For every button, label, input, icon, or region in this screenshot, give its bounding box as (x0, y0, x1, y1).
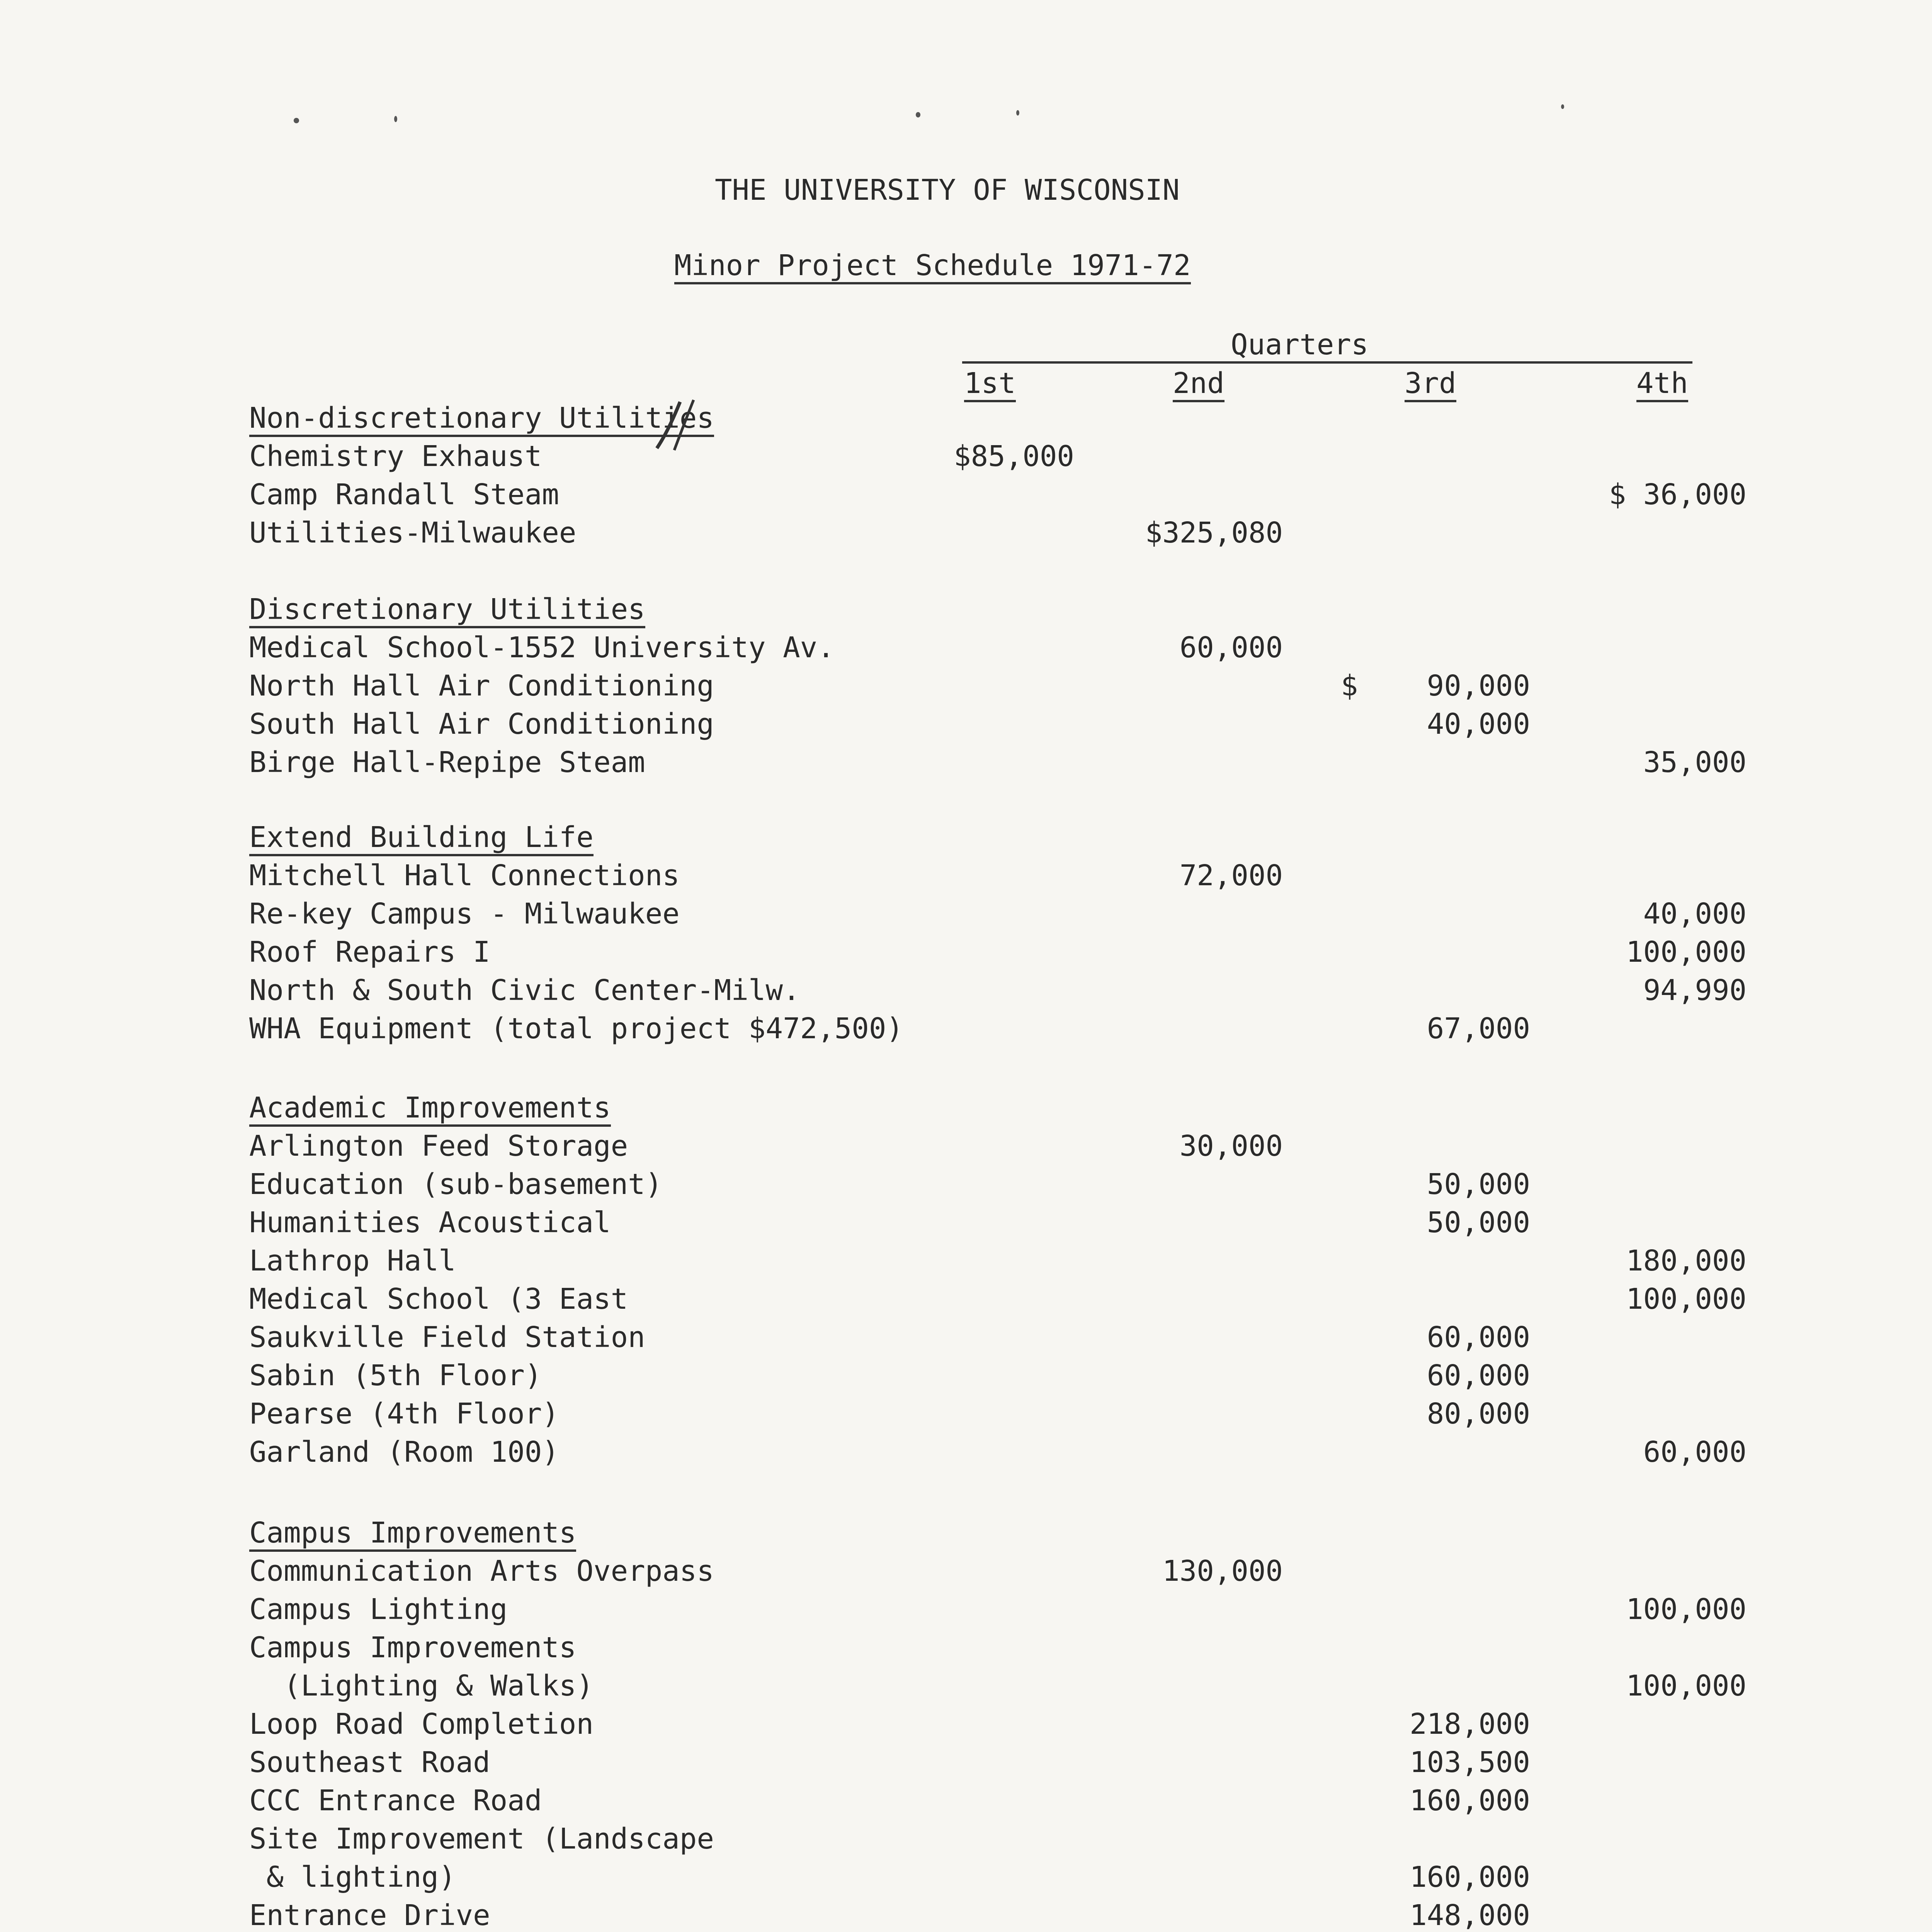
amount-q4: 180,000 (1626, 1244, 1747, 1277)
row-label: CCC Entrance Road (249, 1784, 542, 1817)
amount-q3: 218,000 (1410, 1708, 1530, 1741)
row-label: Site Improvement (Landscape (249, 1822, 714, 1855)
amount-q2: $325,080 (1145, 516, 1283, 549)
row-label: Roof Repairs I (249, 935, 490, 969)
amount-q3: 60,000 (1427, 1321, 1530, 1354)
section-heading: Discretionary Utilities (249, 595, 645, 628)
scan-speck (916, 112, 920, 117)
scan-speck (1561, 104, 1564, 109)
scan-speck (1016, 110, 1019, 116)
column-q2: 2nd (1173, 369, 1225, 402)
column-q4: 4th (1636, 369, 1688, 402)
amount-q3: 50,000 (1427, 1168, 1530, 1201)
row-label: Arlington Feed Storage (249, 1129, 628, 1163)
amount-q4: 100,000 (1626, 1669, 1747, 1702)
amount-q4: 100,000 (1626, 1593, 1747, 1626)
row-label: Education (sub-basement) (249, 1168, 663, 1201)
amount-q4: 35,000 (1643, 746, 1747, 779)
row-label: Entrance Drive (249, 1899, 490, 1932)
row-label: Medical School (3 East (249, 1282, 628, 1316)
row-label: Chemistry Exhaust (249, 440, 542, 473)
column-q1: 1st (964, 369, 1016, 402)
amount-q2: 72,000 (1179, 859, 1283, 892)
quarters-rule (962, 361, 1692, 364)
row-label: North Hall Air Conditioning (249, 669, 714, 702)
amount-q4: $ 36,000 (1609, 478, 1747, 511)
amount-q4: 100,000 (1626, 1282, 1747, 1316)
row-label: & lighting) (249, 1861, 456, 1894)
row-label: Saukville Field Station (249, 1321, 645, 1354)
row-label: Loop Road Completion (249, 1708, 594, 1741)
row-label: Utilities-Milwaukee (249, 516, 577, 549)
amount-q1: $85,000 (954, 440, 1074, 473)
amount-q3: 148,000 (1410, 1899, 1530, 1932)
amount-q4: 60,000 (1643, 1435, 1747, 1469)
row-label: Lathrop Hall (249, 1244, 456, 1277)
row-label: Medical School-1552 University Av. (249, 631, 835, 664)
row-label: Humanities Acoustical (249, 1206, 611, 1239)
amount-q3: 50,000 (1427, 1206, 1530, 1239)
row-label: Campus Improvements (249, 1631, 577, 1664)
section-heading: Academic Improvements (249, 1094, 611, 1127)
row-label: Campus Lighting (249, 1593, 508, 1626)
row-label: Communication Arts Overpass (249, 1554, 714, 1588)
amount-q3: 80,000 (1427, 1397, 1530, 1430)
scan-speck (394, 116, 397, 122)
section-heading: Non-discretionary Utilities (249, 404, 714, 437)
row-label: Garland (Room 100) (249, 1435, 559, 1469)
amount-q2: 130,000 (1162, 1554, 1283, 1588)
amount-q4: 40,000 (1643, 897, 1747, 930)
row-label: Birge Hall-Repipe Steam (249, 746, 645, 779)
institution-title: THE UNIVERSITY OF WISCONSIN (715, 173, 1180, 207)
row-label: Camp Randall Steam (249, 478, 559, 511)
amount-q4: 100,000 (1626, 935, 1747, 969)
page-title: Minor Project Schedule 1971-72 (674, 251, 1191, 284)
row-label: South Hall Air Conditioning (249, 707, 714, 741)
section-heading: Campus Improvements (249, 1519, 576, 1552)
row-label: WHA Equipment (total project $472,500) (249, 1012, 903, 1045)
amount-q3: 40,000 (1427, 707, 1530, 741)
amount-q3: 160,000 (1410, 1861, 1530, 1894)
row-label: Sabin (5th Floor) (249, 1359, 542, 1392)
amount-q3: 160,000 (1410, 1784, 1530, 1817)
amount-q3: 67,000 (1427, 1012, 1530, 1045)
row-label: Southeast Road (249, 1746, 490, 1779)
section-heading: Extend Building Life (249, 823, 594, 856)
column-q3: 3rd (1405, 369, 1456, 402)
amount-q2: 60,000 (1179, 631, 1283, 664)
row-label: Mitchell Hall Connections (249, 859, 680, 892)
row-label: Pearse (4th Floor) (249, 1397, 559, 1430)
amount-q3: $ 90,000 (1340, 669, 1530, 702)
amount-q3: 60,000 (1427, 1359, 1530, 1392)
row-label: Re-key Campus - Milwaukee (249, 897, 680, 930)
row-label: North & South Civic Center-Milw. (249, 974, 800, 1007)
row-label: (Lighting & Walks) (249, 1669, 594, 1702)
quarters-label: Quarters (1231, 328, 1369, 361)
amount-q4: 94,990 (1643, 974, 1747, 1007)
amount-q2: 30,000 (1179, 1129, 1283, 1163)
amount-q3: 103,500 (1410, 1746, 1530, 1779)
scan-speck (294, 118, 299, 123)
